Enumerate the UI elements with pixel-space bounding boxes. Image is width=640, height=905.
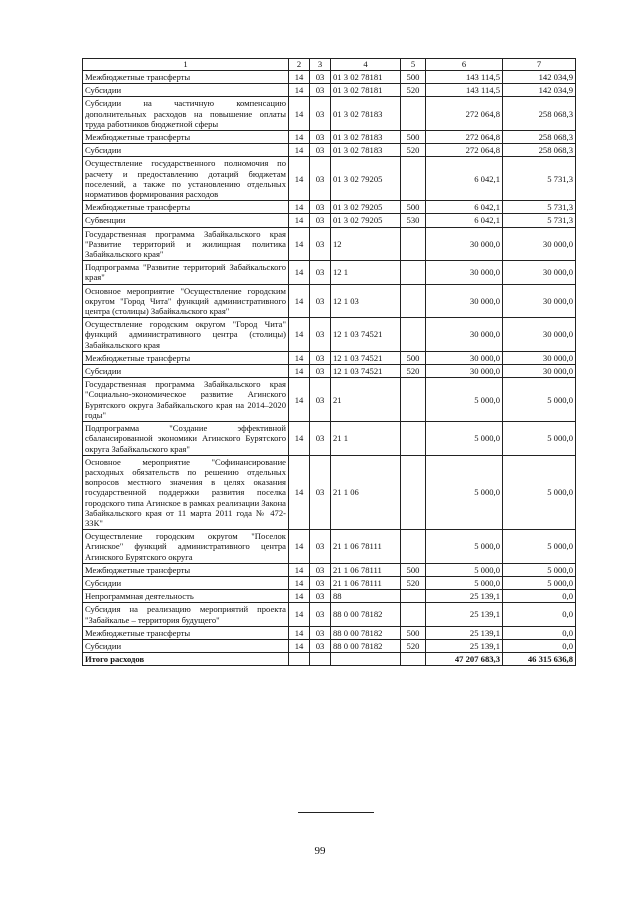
table-cell <box>331 653 401 666</box>
row-sum-col7: 0,0 <box>503 603 576 626</box>
row-name: Субвенции <box>83 214 289 227</box>
row-target-article: 12 1 03 74521 <box>331 351 401 364</box>
row-expense-type <box>401 603 426 626</box>
row-name: Межбюджетные трансферты <box>83 351 289 364</box>
row-name: Субсидии <box>83 576 289 589</box>
row-sum-col6: 5 000,0 <box>426 563 503 576</box>
row-section: 14 <box>289 227 310 261</box>
row-sum-col6: 30 000,0 <box>426 318 503 352</box>
row-subsection: 03 <box>310 144 331 157</box>
row-expense-type: 520 <box>401 144 426 157</box>
row-target-article: 88 0 00 78182 <box>331 603 401 626</box>
row-sum-col6: 30 000,0 <box>426 284 503 318</box>
page-number: 99 <box>314 845 326 857</box>
row-target-article: 12 1 <box>331 261 401 284</box>
row-sum-col7: 5 000,0 <box>503 455 576 529</box>
table-row <box>83 201 576 214</box>
row-name: Подпрограмма "Создание эффективной сбалансированной экономики Агинского Бурятского округа Забайкальского края" <box>83 422 289 456</box>
row-sum-col7: 30 000,0 <box>503 261 576 284</box>
row-sum-col6: 25 139,1 <box>426 603 503 626</box>
row-expense-type <box>401 284 426 318</box>
row-sum-col7: 5 000,0 <box>503 576 576 589</box>
row-name: Межбюджетные трансферты <box>83 563 289 576</box>
row-sum-col7: 142 034,9 <box>503 71 576 84</box>
row-sum-col7: 258 068,3 <box>503 144 576 157</box>
row-sum-col7: 142 034,9 <box>503 84 576 97</box>
row-section: 14 <box>289 157 310 201</box>
total-row <box>83 653 576 666</box>
row-name: Осуществление городским округом "Город Чита" функций административного центра (столицы) Забайкальского края <box>83 318 289 352</box>
row-expense-type <box>401 318 426 352</box>
row-sum-col6: 143 114,5 <box>426 71 503 84</box>
row-sum-col7: 30 000,0 <box>503 284 576 318</box>
row-name: Основное мероприятие "Осуществление городским округом "Город Чита" функций административного центра (столицы) Забайкальского края" <box>83 284 289 318</box>
table-row <box>83 603 576 626</box>
table-row <box>83 214 576 227</box>
column-header: 4 <box>331 59 401 71</box>
row-expense-type: 500 <box>401 626 426 639</box>
table-row <box>83 576 576 589</box>
table-row <box>83 144 576 157</box>
table-row <box>83 626 576 639</box>
table-row <box>83 365 576 378</box>
table-row <box>83 84 576 97</box>
row-expense-type: 500 <box>401 563 426 576</box>
table-row <box>83 71 576 84</box>
row-sum-col7: 5 731,3 <box>503 201 576 214</box>
row-target-article: 88 0 00 78182 <box>331 626 401 639</box>
row-sum-col7: 5 731,3 <box>503 214 576 227</box>
column-header: 1 <box>83 59 289 71</box>
table-row <box>83 131 576 144</box>
row-subsection: 03 <box>310 590 331 603</box>
row-target-article: 21 <box>331 378 401 422</box>
row-sum-col6: 30 000,0 <box>426 351 503 364</box>
row-target-article: 01 3 02 78181 <box>331 71 401 84</box>
row-sum-col6: 30 000,0 <box>426 365 503 378</box>
expenditure-table <box>82 58 576 666</box>
row-section: 14 <box>289 530 310 564</box>
row-subsection: 03 <box>310 378 331 422</box>
row-sum-col7: 0,0 <box>503 639 576 652</box>
row-name: Основное мероприятие "Софинансирование расходных обязательств по решению отдельных вопросов местного значения в целях оказания государственной поддержки развития поселка городского типа Агинское в рамках реализации Закона Забайкальского края от 11 марта 2011 года № 472-ЗЗК" <box>83 455 289 529</box>
row-name: Осуществление государственного полномочия по расчету и предоставлению дотаций бюджетам поселений, а также по установлению отдельных нормативов формирования расходов <box>83 157 289 201</box>
row-target-article: 12 1 03 <box>331 284 401 318</box>
row-subsection: 03 <box>310 455 331 529</box>
row-target-article: 01 3 02 78181 <box>331 84 401 97</box>
column-header: 6 <box>426 59 503 71</box>
row-section: 14 <box>289 261 310 284</box>
row-sum-col7: 30 000,0 <box>503 365 576 378</box>
row-sum-col6: 6 042,1 <box>426 157 503 201</box>
table-cell <box>310 653 331 666</box>
row-sum-col6: 272 064,8 <box>426 144 503 157</box>
table-row <box>83 97 576 131</box>
row-name: Субсидии на частичную компенсацию дополнительных расходов на повышение оплаты труда работников бюджетной сферы <box>83 97 289 131</box>
table-row <box>83 318 576 352</box>
row-expense-type <box>401 590 426 603</box>
row-target-article: 88 0 00 78182 <box>331 639 401 652</box>
table-cell <box>289 653 310 666</box>
row-sum-col7: 5 000,0 <box>503 530 576 564</box>
table-row <box>83 284 576 318</box>
row-section: 14 <box>289 365 310 378</box>
table-row <box>83 530 576 564</box>
row-sum-col6: 143 114,5 <box>426 84 503 97</box>
row-expense-type <box>401 227 426 261</box>
row-subsection: 03 <box>310 563 331 576</box>
row-target-article: 01 3 02 79205 <box>331 157 401 201</box>
row-sum-col7: 5 000,0 <box>503 422 576 456</box>
table-cell <box>401 653 426 666</box>
row-sum-col6: 5 000,0 <box>426 576 503 589</box>
row-section: 14 <box>289 131 310 144</box>
row-sum-col6: 30 000,0 <box>426 261 503 284</box>
row-expense-type: 520 <box>401 84 426 97</box>
row-subsection: 03 <box>310 603 331 626</box>
row-target-article: 88 <box>331 590 401 603</box>
table-row <box>83 227 576 261</box>
row-sum-col7: 258 068,3 <box>503 131 576 144</box>
row-sum-col7: 5 000,0 <box>503 563 576 576</box>
row-name: Межбюджетные трансферты <box>83 626 289 639</box>
row-expense-type: 500 <box>401 71 426 84</box>
row-subsection: 03 <box>310 84 331 97</box>
row-subsection: 03 <box>310 639 331 652</box>
row-sum-col7: 30 000,0 <box>503 318 576 352</box>
row-name: Непрограммная деятельность <box>83 590 289 603</box>
row-section: 14 <box>289 626 310 639</box>
total-sum-col6: 47 207 683,3 <box>426 653 503 666</box>
row-target-article: 01 3 02 79205 <box>331 214 401 227</box>
row-subsection: 03 <box>310 97 331 131</box>
row-sum-col7: 258 068,3 <box>503 97 576 131</box>
row-sum-col6: 25 139,1 <box>426 590 503 603</box>
row-expense-type: 520 <box>401 576 426 589</box>
row-name: Межбюджетные трансферты <box>83 131 289 144</box>
row-subsection: 03 <box>310 71 331 84</box>
row-section: 14 <box>289 201 310 214</box>
row-section: 14 <box>289 576 310 589</box>
row-sum-col6: 5 000,0 <box>426 455 503 529</box>
row-sum-col6: 25 139,1 <box>426 639 503 652</box>
row-name: Межбюджетные трансферты <box>83 71 289 84</box>
row-expense-type: 500 <box>401 201 426 214</box>
row-name: Субсидии <box>83 144 289 157</box>
row-target-article: 21 1 06 <box>331 455 401 529</box>
table-row <box>83 351 576 364</box>
table-row <box>83 378 576 422</box>
row-name: Осуществление городским округом "Поселок Агинское" функций административного центра Агинского Бурятского округа <box>83 530 289 564</box>
row-section: 14 <box>289 284 310 318</box>
row-target-article: 21 1 06 78111 <box>331 576 401 589</box>
row-subsection: 03 <box>310 576 331 589</box>
row-name: Подпрограмма "Развитие территорий Забайкальского края" <box>83 261 289 284</box>
row-sum-col6: 272 064,8 <box>426 131 503 144</box>
row-section: 14 <box>289 563 310 576</box>
row-section: 14 <box>289 422 310 456</box>
total-label: Итого расходов <box>83 653 289 666</box>
row-target-article: 12 <box>331 227 401 261</box>
column-header: 5 <box>401 59 426 71</box>
row-target-article: 12 1 03 74521 <box>331 365 401 378</box>
row-expense-type: 520 <box>401 365 426 378</box>
row-section: 14 <box>289 84 310 97</box>
column-number-header-row <box>83 59 576 71</box>
row-name: Субсидии <box>83 84 289 97</box>
row-target-article: 21 1 <box>331 422 401 456</box>
table-row <box>83 455 576 529</box>
row-name: Межбюджетные трансферты <box>83 201 289 214</box>
table-row <box>83 261 576 284</box>
row-subsection: 03 <box>310 214 331 227</box>
row-target-article: 21 1 06 78111 <box>331 530 401 564</box>
row-expense-type <box>401 97 426 131</box>
row-target-article: 12 1 03 74521 <box>331 318 401 352</box>
total-sum-col7: 46 315 636,8 <box>503 653 576 666</box>
row-section: 14 <box>289 351 310 364</box>
row-sum-col7: 0,0 <box>503 590 576 603</box>
footnote-divider <box>298 812 374 813</box>
row-name: Субсидия на реализацию мероприятий проекта "Забайкалье – территория будущего" <box>83 603 289 626</box>
row-sum-col7: 5 000,0 <box>503 378 576 422</box>
row-expense-type <box>401 530 426 564</box>
row-section: 14 <box>289 603 310 626</box>
row-target-article: 01 3 02 78183 <box>331 97 401 131</box>
row-sum-col6: 6 042,1 <box>426 214 503 227</box>
table-row <box>83 157 576 201</box>
row-sum-col6: 25 139,1 <box>426 626 503 639</box>
table-row <box>83 639 576 652</box>
column-header: 3 <box>310 59 331 71</box>
row-subsection: 03 <box>310 201 331 214</box>
row-section: 14 <box>289 318 310 352</box>
row-expense-type <box>401 157 426 201</box>
row-subsection: 03 <box>310 261 331 284</box>
table-row <box>83 590 576 603</box>
row-target-article: 01 3 02 78183 <box>331 144 401 157</box>
row-expense-type: 500 <box>401 351 426 364</box>
row-sum-col6: 272 064,8 <box>426 97 503 131</box>
row-expense-type <box>401 261 426 284</box>
row-section: 14 <box>289 590 310 603</box>
column-header: 2 <box>289 59 310 71</box>
row-section: 14 <box>289 71 310 84</box>
table-body <box>83 71 576 653</box>
row-expense-type <box>401 422 426 456</box>
row-sum-col6: 30 000,0 <box>426 227 503 261</box>
row-subsection: 03 <box>310 351 331 364</box>
row-section: 14 <box>289 214 310 227</box>
table-row <box>83 563 576 576</box>
row-subsection: 03 <box>310 626 331 639</box>
row-section: 14 <box>289 144 310 157</box>
row-name: Государственная программа Забайкальского края "Социально-экономическое развитие Агинского Бурятского округа Забайкальского края на 2014–2020 годы" <box>83 378 289 422</box>
row-expense-type: 530 <box>401 214 426 227</box>
row-sum-col7: 5 731,3 <box>503 157 576 201</box>
row-expense-type: 500 <box>401 131 426 144</box>
row-sum-col7: 30 000,0 <box>503 227 576 261</box>
row-name: Субсидии <box>83 365 289 378</box>
row-subsection: 03 <box>310 227 331 261</box>
row-subsection: 03 <box>310 157 331 201</box>
document-page <box>82 58 575 666</box>
row-target-article: 01 3 02 78183 <box>331 131 401 144</box>
row-sum-col6: 5 000,0 <box>426 422 503 456</box>
row-target-article: 01 3 02 79205 <box>331 201 401 214</box>
row-subsection: 03 <box>310 284 331 318</box>
row-sum-col6: 6 042,1 <box>426 201 503 214</box>
row-target-article: 21 1 06 78111 <box>331 563 401 576</box>
row-name: Субсидии <box>83 639 289 652</box>
row-section: 14 <box>289 639 310 652</box>
row-expense-type <box>401 378 426 422</box>
row-section: 14 <box>289 455 310 529</box>
row-section: 14 <box>289 97 310 131</box>
row-name: Государственная программа Забайкальского края "Развитие территорий и жилищная политика Забайкальского края" <box>83 227 289 261</box>
row-expense-type <box>401 455 426 529</box>
row-sum-col7: 30 000,0 <box>503 351 576 364</box>
row-sum-col7: 0,0 <box>503 626 576 639</box>
row-sum-col6: 5 000,0 <box>426 378 503 422</box>
row-sum-col6: 5 000,0 <box>426 530 503 564</box>
row-subsection: 03 <box>310 422 331 456</box>
column-header: 7 <box>503 59 576 71</box>
row-expense-type: 520 <box>401 639 426 652</box>
row-subsection: 03 <box>310 131 331 144</box>
row-subsection: 03 <box>310 530 331 564</box>
row-subsection: 03 <box>310 365 331 378</box>
table-row <box>83 422 576 456</box>
row-section: 14 <box>289 378 310 422</box>
row-subsection: 03 <box>310 318 331 352</box>
